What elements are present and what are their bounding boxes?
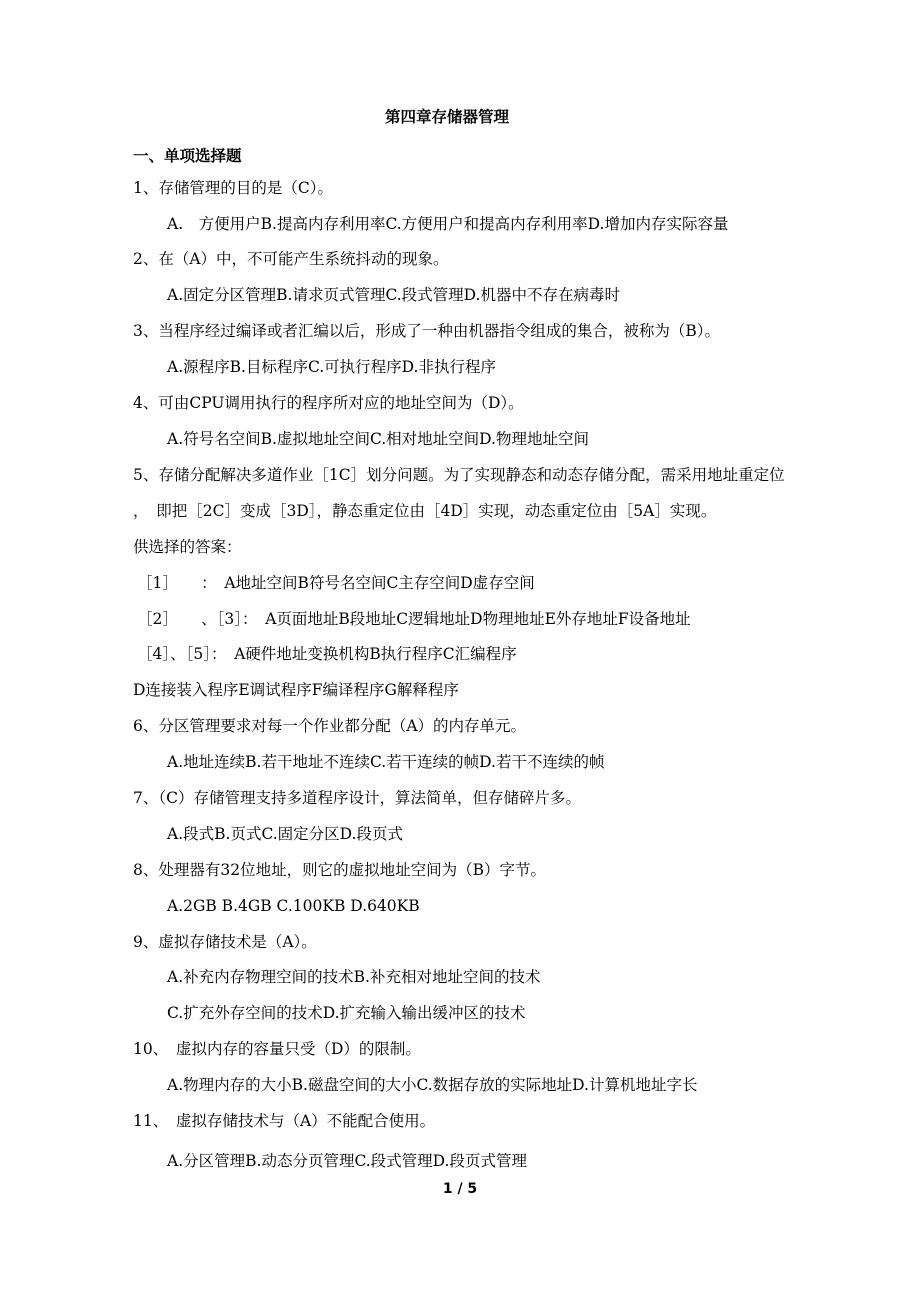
- question-3-options: A.源程序B.目标程序C.可执行程序D.非执行程序: [167, 358, 496, 376]
- question-7: 7、（C）存储管理支持多道程序设计，算法简单，但存储碎片多。: [133, 789, 581, 807]
- answer-choices-4-5-continued: D连接装入程序E调试程序F编译程序G解释程序: [133, 681, 459, 699]
- question-1-options: A. 方便用户B.提高内存利用率C.方便用户和提高内存利用率D.增加内存实际容量: [167, 215, 729, 233]
- page-number: 1 / 5: [442, 1181, 478, 1197]
- question-11-options: A.分区管理B.动态分页管理C.段式管理D.段页式管理: [167, 1152, 527, 1170]
- answer-choices-4-5: ［4］、［5］： A硬件地址变换机构B执行程序C汇编程序: [137, 645, 517, 663]
- question-1: 1、存储管理的目的是（C）。: [133, 179, 333, 197]
- question-8: 8、处理器有32位地址，则它的虚拟地址空间为（B）字节。: [133, 861, 546, 879]
- question-7-options: A.段式B.页式C.固定分区D.段页式: [167, 825, 403, 843]
- answer-choices-1: ［1］ ： A地址空间B符号名空间C主存空间D虚存空间: [137, 574, 535, 592]
- question-9-options-c-d: C.扩充外存空间的技术D.扩充输入输出缓冲区的技术: [167, 1004, 526, 1022]
- page-title: 第四章存储器管理: [385, 108, 510, 126]
- section-heading: 一、单项选择题: [133, 147, 242, 165]
- question-6-options: A.地址连续B.若干地址不连续C.若干连续的帧D.若干不连续的帧: [167, 753, 605, 771]
- question-2-options: A.固定分区管理B.请求页式管理C.段式管理D.机器中不存在病毒时: [167, 286, 620, 304]
- question-10: 10、 虚拟内存的容量只受（D）的限制。: [133, 1040, 421, 1058]
- question-4: 4、可由CPU调用执行的程序所对应的地址空间为（D）。: [133, 394, 524, 412]
- question-9: 9、虚拟存储技术是（A）。: [133, 933, 317, 951]
- question-5-continued: ， 即把［2C］变成［3D］，静态重定位由［4D］实现，动态重定位由［5A］实现。: [133, 502, 717, 520]
- question-9-options-a-b: A.补充内存物理空间的技术B.补充相对地址空间的技术: [167, 968, 541, 986]
- question-4-options: A.符号名空间B.虚拟地址空间C.相对地址空间D.物理地址空间: [167, 430, 589, 448]
- question-10-options: A.物理内存的大小B.磁盘空间的大小C.数据存放的实际地址D.计算机地址字长: [167, 1076, 698, 1094]
- answer-choices-label: 供选择的答案：: [133, 538, 242, 556]
- answer-choices-2-3: ［2］ 、［3］： A页面地址B段地址C逻辑地址D物理地址E外存地址F设备地址: [137, 610, 691, 628]
- question-6: 6、分区管理要求对每一个作业都分配（A）的内存单元。: [133, 717, 527, 735]
- question-2: 2、在（A）中，不可能产生系统抖动的现象。: [133, 250, 449, 268]
- question-11: 11、 虚拟存储技术与（A）不能配合使用。: [133, 1112, 436, 1130]
- question-8-options: A.2GB B.4GB C.100KB D.640KB: [167, 897, 420, 915]
- question-3: 3、当程序经过编译或者汇编以后，形成了一种由机器指令组成的集合，被称为（B）。: [133, 322, 721, 340]
- question-5: 5、存储分配解决多道作业［1C］划分问题。为了实现静态和动态存储分配，需采用地址重定位: [133, 466, 785, 484]
